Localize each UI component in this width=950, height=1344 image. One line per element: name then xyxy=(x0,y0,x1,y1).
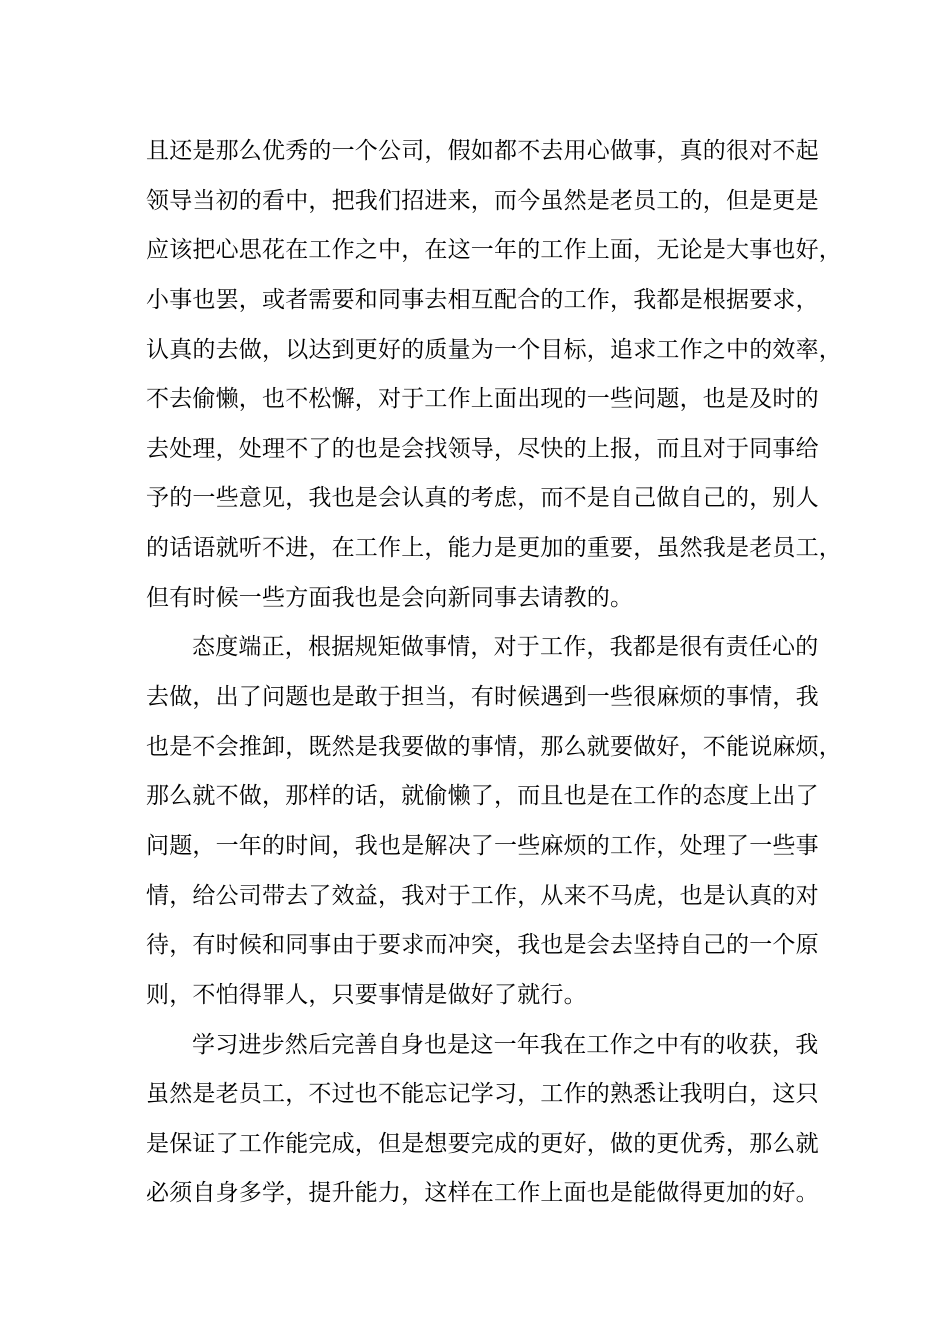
text-line: 且还是那么优秀的一个公司，假如都不去用心做事，真的很对不起 xyxy=(146,138,819,164)
text-line: 去处理，处理不了的也是会找领导，尽快的上报，而且对于同事给 xyxy=(146,435,819,462)
paragraph-first-line: 学习进步然后完善自身也是这一年我在工作之中有的收获，我 xyxy=(192,1031,819,1058)
text-line: 必须自身多学，提升能力，这样在工作上面也是能做得更加的好。 xyxy=(146,1180,819,1207)
text-line: 待，有时候和同事由于要求而冲突，我也是会去坚持自己的一个原 xyxy=(146,932,819,959)
text-line: 但有时候一些方面我也是会向新同事去请教的。 xyxy=(146,584,634,611)
text-line: 则，不怕得罪人，只要事情是做好了就行。 xyxy=(146,981,587,1008)
text-line: 去做，出了问题也是敢于担当，有时候遇到一些很麻烦的事情，我 xyxy=(146,684,819,711)
text-line: 虽然是老员工，不过也不能忘记学习，工作的熟悉让我明白，这只 xyxy=(146,1081,819,1108)
text-line: 问题，一年的时间，我也是解决了一些麻烦的工作，处理了一些事 xyxy=(146,832,819,859)
text-line: 不去偷懒，也不松懈，对于工作上面出现的一些问题，也是及时的 xyxy=(146,386,819,413)
text-line: 也是不会推卸，既然是我要做的事情，那么就要做好，不能说麻烦， xyxy=(146,733,842,760)
paragraph-first-line: 态度端正，根据规矩做事情，对于工作，我都是很有责任心的 xyxy=(192,634,819,661)
text-line: 认真的去做，以达到更好的质量为一个目标，追求工作之中的效率， xyxy=(146,336,842,363)
text-line: 领导当初的看中，把我们招进来，而今虽然是老员工的，但是更是 xyxy=(146,187,819,214)
text-line: 应该把心思花在工作之中，在这一年的工作上面，无论是大事也好， xyxy=(146,237,842,264)
text-line: 情，给公司带去了效益，我对于工作，从来不马虎，也是认真的对 xyxy=(146,882,819,909)
text-line: 是保证了工作能完成，但是想要完成的更好，做的更优秀，那么就 xyxy=(146,1130,819,1157)
text-line: 小事也罢，或者需要和同事去相互配合的工作，我都是根据要求， xyxy=(146,286,819,313)
text-line: 那么就不做，那样的话，就偷懒了，而且也是在工作的态度上出了 xyxy=(146,783,819,810)
body-text xyxy=(146,127,842,1219)
text-line: 予的一些意见，我也是会认真的考虑，而不是自己做自己的，别人 xyxy=(146,485,819,512)
text-line: 的话语就听不进，在工作上，能力是更加的重要，虽然我是老员工， xyxy=(146,535,842,562)
